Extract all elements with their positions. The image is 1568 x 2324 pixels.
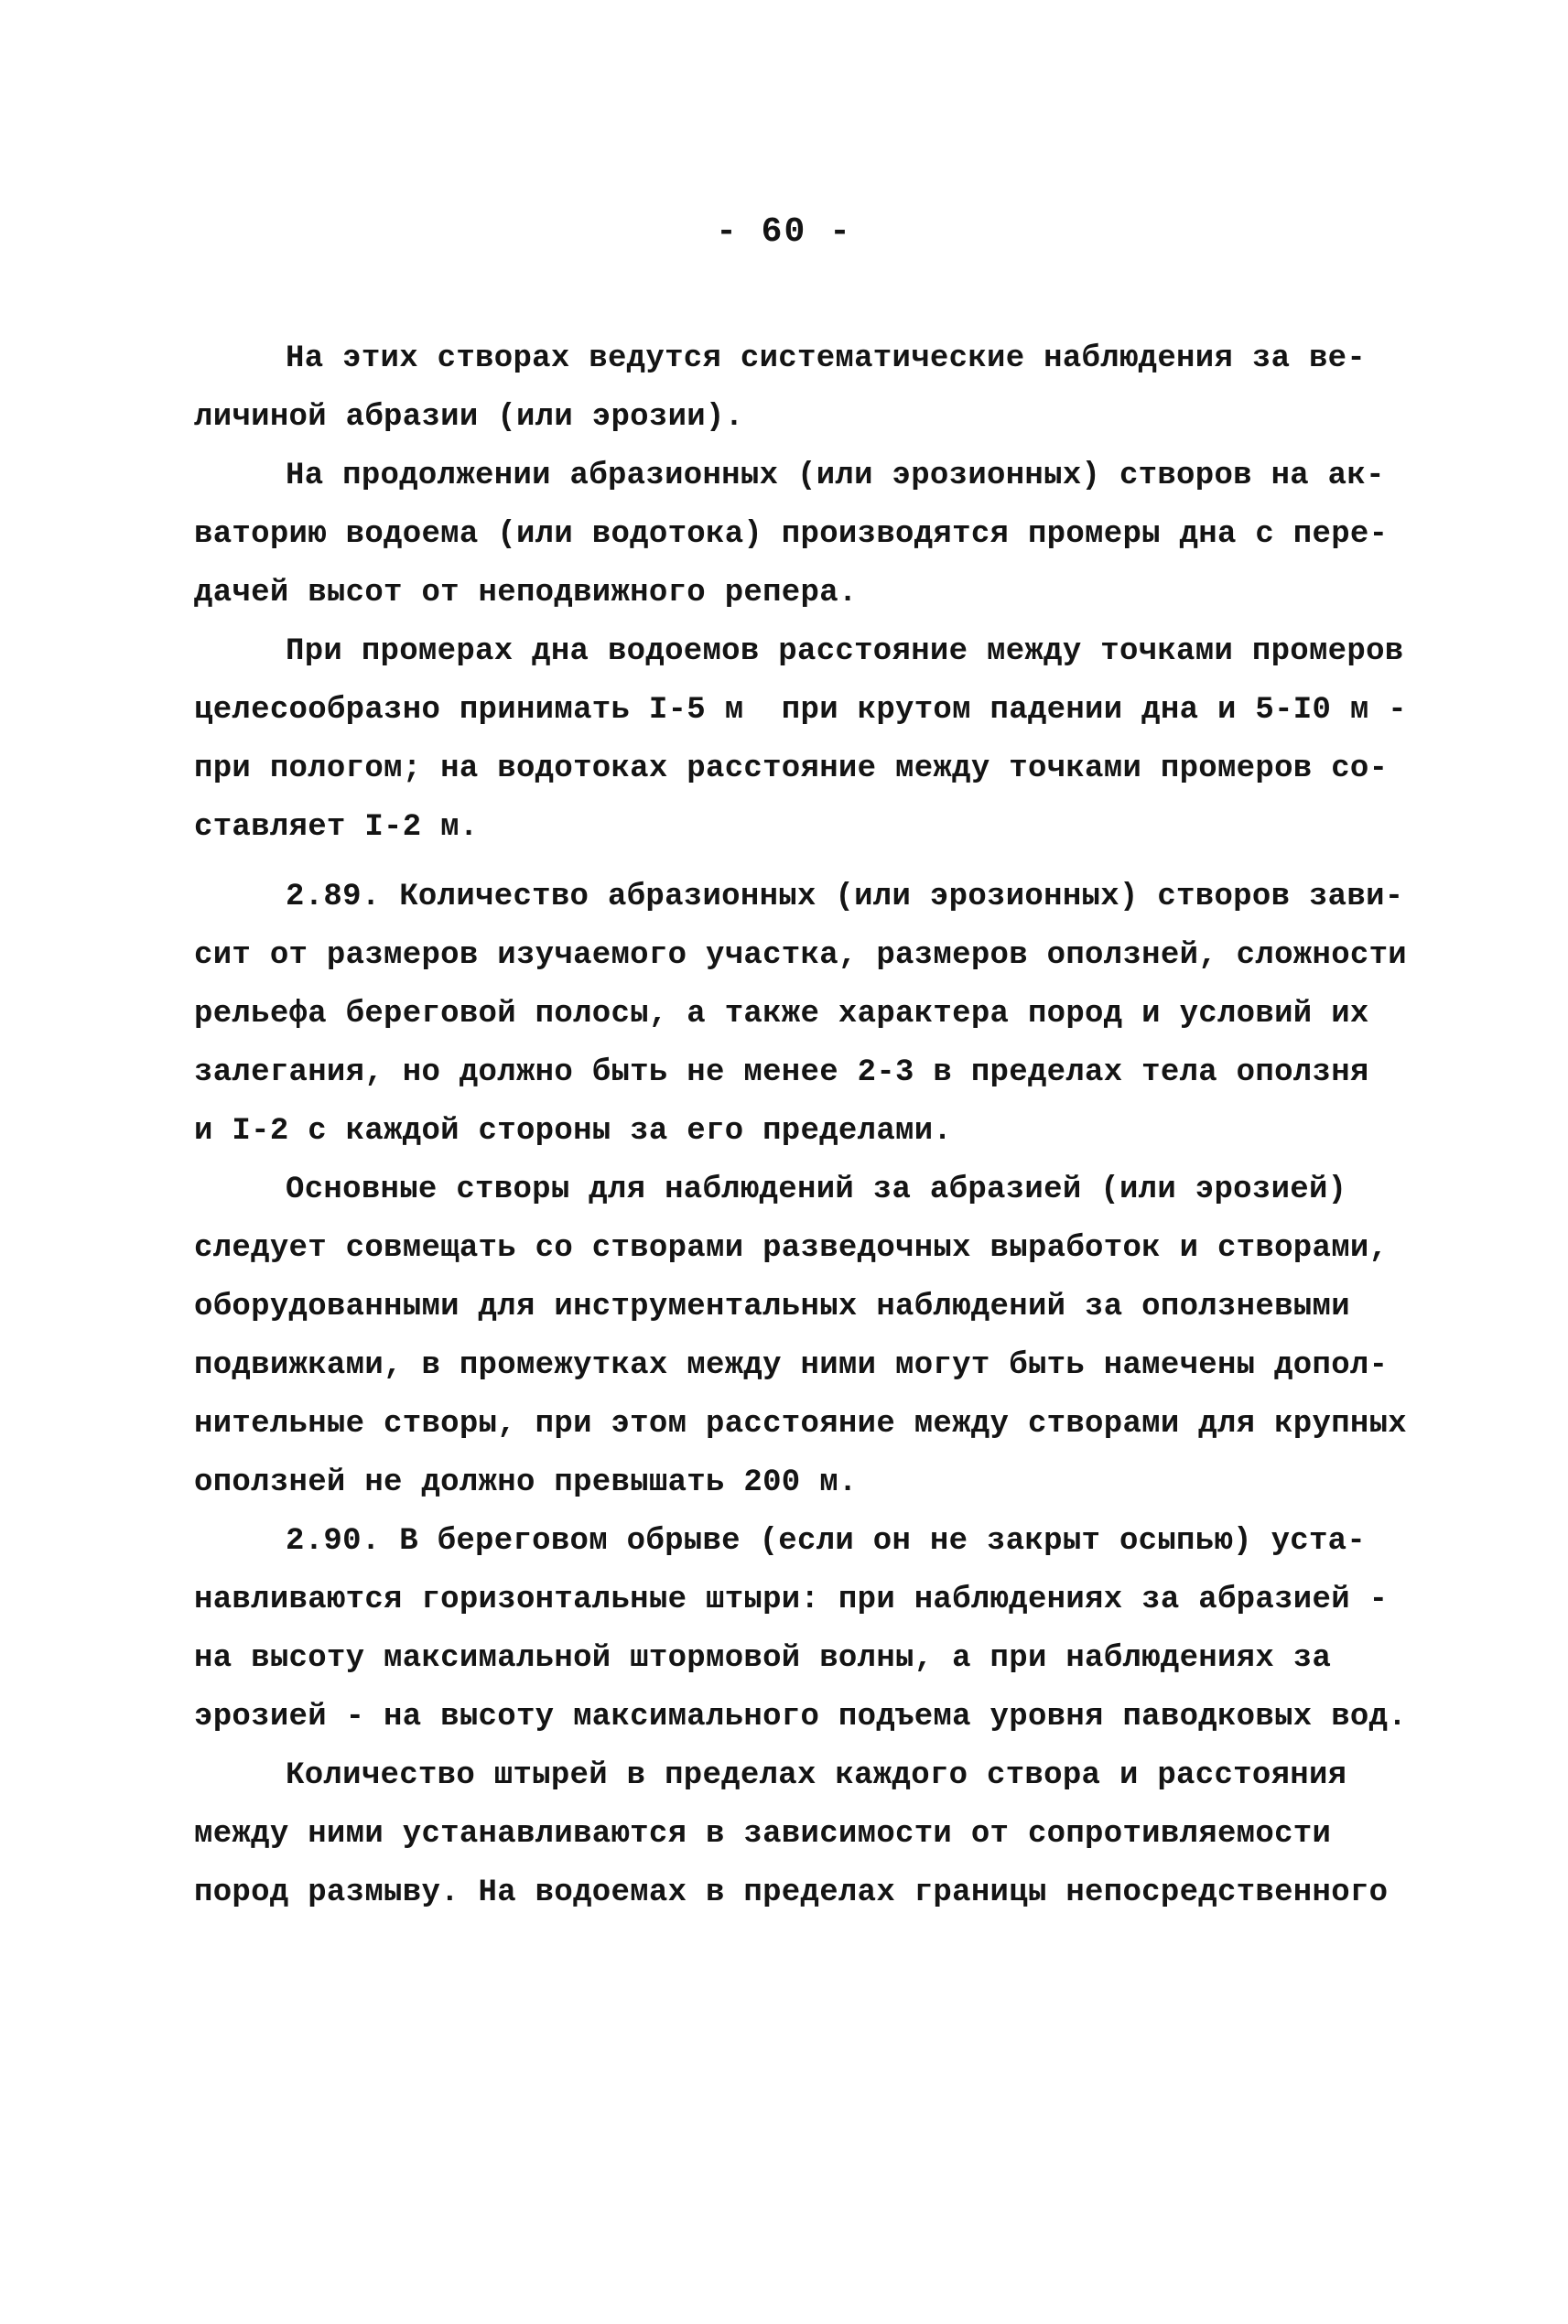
text-line: пород размыву. На водоемах в пределах границы непосредственного	[194, 1875, 1389, 1910]
text-line: ваторию водоема (или водотока) производятся промеры дна с пере-	[194, 517, 1389, 552]
text-line: целесообразно принимать I-5 м при крутом падении дна и 5-I0 м -	[194, 693, 1408, 728]
page-number: - 60 -	[716, 212, 852, 252]
text-line: Количество штырей в пределах каждого створа и расстояния	[286, 1758, 1347, 1793]
text-line: залегания, но должно быть не менее 2-3 в пределах тела оползня	[194, 1055, 1369, 1090]
text-line: на высоту максимальной штормовой волны, а при наблюдениях за	[194, 1641, 1332, 1676]
text-line: между ними устанавливаются в зависимости от сопротивляемости	[194, 1817, 1332, 1852]
text-line: подвижками, в промежутках между ними могут быть намечены допол-	[194, 1348, 1389, 1383]
text-line: ставляет I-2 м.	[194, 810, 479, 845]
text-line: нительные створы, при этом расстояние между створами для крупных	[194, 1407, 1408, 1442]
text-line: оползней не должно превышать 200 м.	[194, 1465, 858, 1500]
text-line: и I-2 с каждой стороны за его пределами.	[194, 1114, 953, 1149]
text-line: На этих створах ведутся систематические наблюдения за ве-	[286, 341, 1367, 376]
text-line: Основные створы для наблюдений за абразией (или эрозией)	[286, 1173, 1347, 1207]
text-line: 2.90. В береговом обрыве (если он не закрыт осыпью) уста-	[286, 1524, 1367, 1559]
text-line: при пологом; на водотоках расстояние между точками промеров со-	[194, 751, 1389, 786]
text-line: На продолжении абразионных (или эрозионных) створов на ак-	[286, 459, 1385, 493]
text-line: личиной абразии (или эрозии).	[194, 400, 744, 435]
text-line: следует совмещать со створами разведочных выработок и створами,	[194, 1231, 1389, 1266]
text-line: дачей высот от неподвижного репера.	[194, 576, 858, 611]
body-text	[194, 330, 1408, 1922]
text-line: При промерах дна водоемов расстояние между точками промеров	[286, 634, 1404, 669]
text-line: оборудованными для инструментальных наблюдений за оползневыми	[194, 1290, 1350, 1324]
text-line: сит от размеров изучаемого участка, размеров оползней, сложности	[194, 938, 1408, 973]
text-line: рельефа береговой полосы, а также характера пород и условий их	[194, 997, 1369, 1032]
text-line: навливаются горизонтальные штыри: при наблюдениях за абразией -	[194, 1583, 1389, 1617]
text-line: 2.89. Количество абразионных (или эрозионных) створов зави-	[286, 880, 1404, 914]
text-line: эрозией - на высоту максимального подъема уровня паводковых вод.	[194, 1700, 1408, 1735]
